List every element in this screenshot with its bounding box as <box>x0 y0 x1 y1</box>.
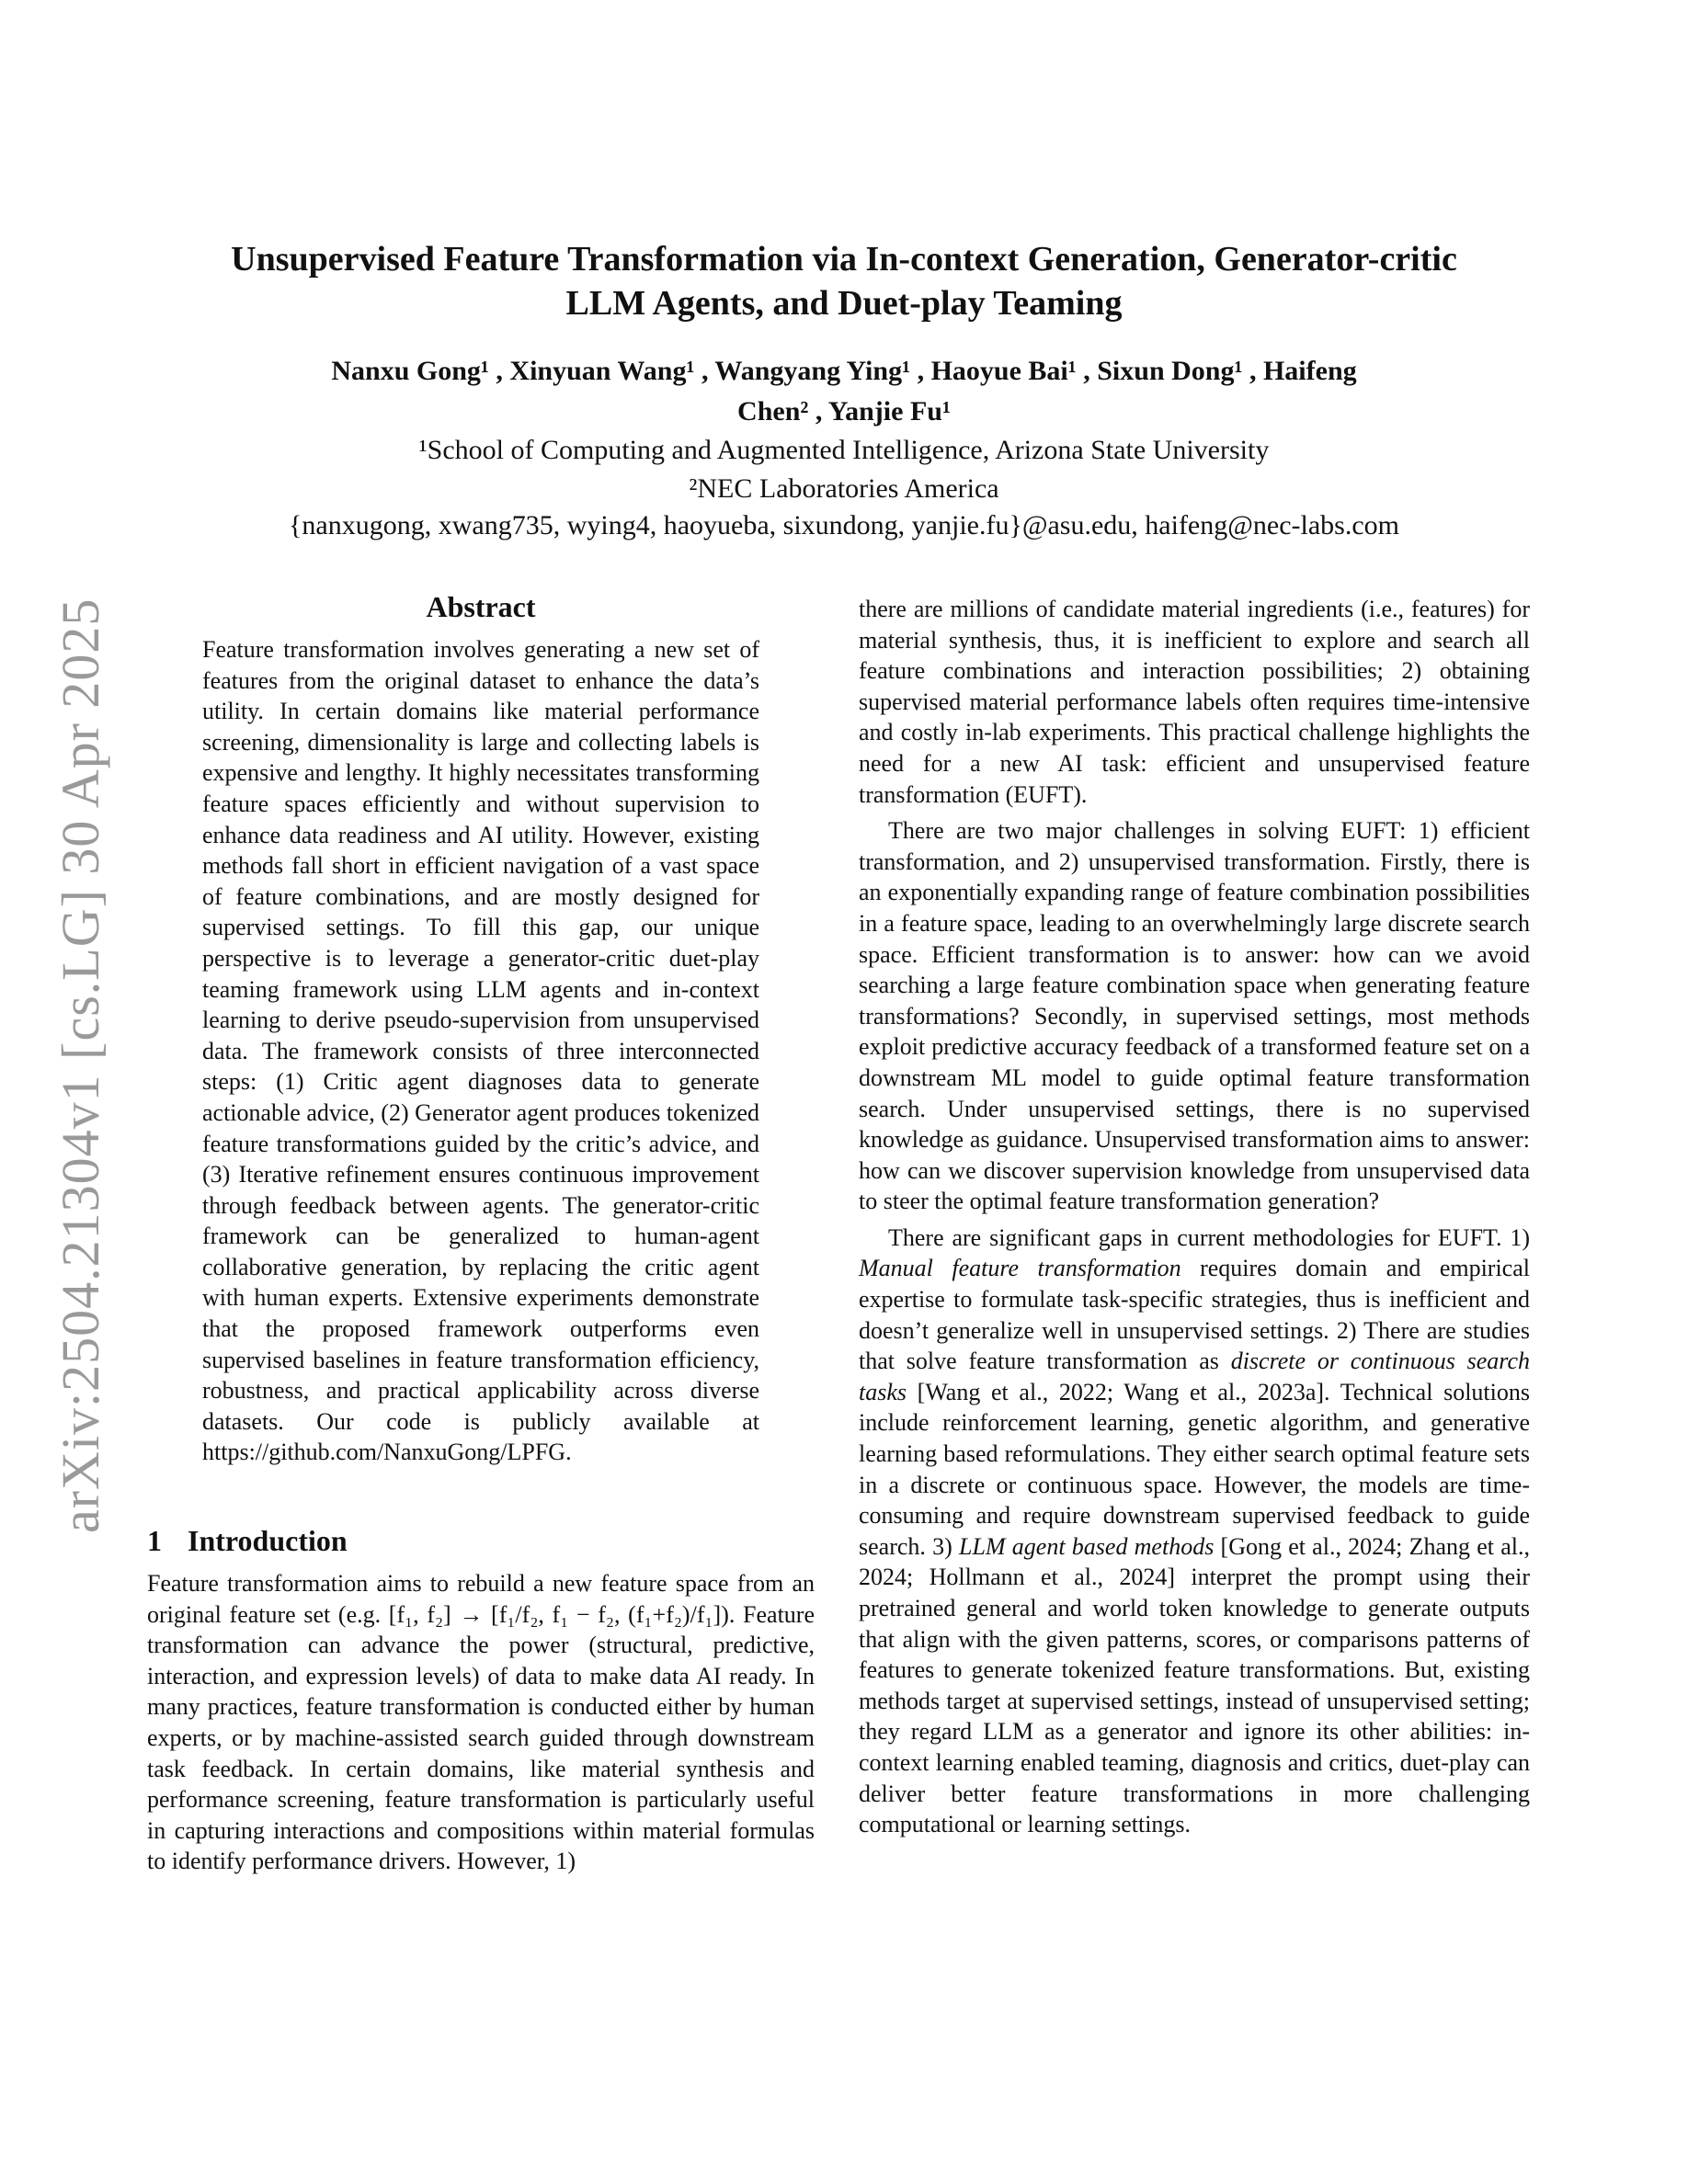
title-line-2: LLM Agents, and Duet-play Teaming <box>565 284 1123 323</box>
p3-text-b: requires domain and empirical expertise to formulate task-specific strategies, thus is inefficient and doesn’t generalize well in unsupervised settings. 2) There are studies that solve feature transformation as <box>859 1255 1530 1375</box>
section-heading-introduction <box>147 1522 348 1559</box>
right-column <box>859 594 1530 1840</box>
abstract-text: Feature transformation involves generating a new set of features from the original dataset to enhance the data’s utility. In certain domains like material performance screening, dimensionality is large and collecting labels is expensive and lengthy. It highly necessitates transforming feature spaces efficiently and without supervision to enhance data readiness and AI utility. However, existing methods fall short in efficient navigation of a vast space of feature combinations, and are mostly designed for supervised settings. To fill this gap, our unique perspective is to leverage a generator-critic duet-play teaming framework using LLM agents and in-context learning to derive pseudo-supervision from unsupervised data. The framework consists of three interconnected steps: (1) Critic agent diagnoses data to generate actionable advice, (2) Generator agent produces tokenized feature transformations guided by the critic’s advice, and (3) Iterative refinement ensures continuous improvement through feedback between agents. The generator-critic framework can be generalized to human-agent collaborative generation, by replacing the critic agent with human experts. Extensive experiments demonstrate that the proposed framework outperforms even supervised baselines in feature transformation efficiency, robustness, and practical applicability across diverse datasets. Our code is publicly available at https://github.com/NanxuGong/LPFG. <box>202 636 759 1466</box>
right-paragraph-1: there are millions of candidate material ingredients (i.e., features) for material synthesis, thus, it is inefficient to explore and search all feature combinations and interaction possibilities; 2) obtaining supervised material performance labels often requires time-intensive and costly in-lab experiments. This practical challenge highlights the need for a new AI task: efficient and unsupervised feature transformation (EUFT). <box>859 596 1530 808</box>
arxiv-watermark: arXiv:2504.21304v1 [cs.LG] 30 Apr 2025 <box>51 597 110 1533</box>
author-emails: {nanxugong, xwang735, wying4, haoyueba, sixundong, yanjie.fu}@asu.edu, haifeng@nec-labs.com <box>289 510 1399 540</box>
abstract-heading: Abstract <box>426 590 536 623</box>
affiliation-asu: ¹School of Computing and Augmented Intelligence, Arizona State University <box>418 435 1270 465</box>
authors-line-1: Nanxu Gong¹ , Xinyuan Wang¹ , Wangyang Ying¹ , Haoyue Bai¹ , Sixun Dong¹ , Haifeng <box>331 356 1357 386</box>
p3-text-a: There are significant gaps in current methodologies for EUFT. 1) <box>888 1223 1530 1251</box>
p3-emphasis-search: discrete or continuous search tasks <box>859 1348 1530 1405</box>
authors-line-2: Chen² , Yanjie Fu¹ <box>737 396 951 427</box>
p3-emphasis-manual: Manual feature transformation <box>859 1255 1181 1282</box>
affiliation-nec: ²NEC Laboratories America <box>689 473 999 504</box>
author-list <box>138 351 1550 432</box>
p3-text-d: [Gong et al., 2024; Zhang et al., 2024; Hollmann et al., 2024] interpret the prompt using their pretrained general and world token knowledge to generate outputs that align with the given patterns, scores, or comparisons patterns of features to generate tokenized feature transformations. But, existing methods target at supervised settings, instead of unsupervised setting; they regard LLM as a generator and ignore its other abilities: in-context learning enabled teaming, diagnosis and critics, duet-play can deliver better feature transformations in more challenging computational or learning settings. <box>859 1532 1530 1838</box>
right-paragraph-3 <box>859 1223 1530 1840</box>
introduction-body <box>147 1568 815 1877</box>
section-number: 1 <box>147 1524 162 1557</box>
section-title: Introduction <box>188 1524 348 1557</box>
right-paragraph-2: There are two major challenges in solving EUFT: 1) efficient transformation, and 2) unsupervised transformation. Firstly, there is an exponentially expanding range of feature combination possibilities in a feature space, leading to an overwhelmingly large discrete search space. Efficient transformation is to answer: how can we avoid searching a large feature combination space when generating feature transformations? Secondly, in supervised settings, most methods exploit predictive accuracy feedback of a transformed feature set on a downstream ML model to guide optimal feature transformation search. Under unsupervised settings, there is no supervised knowledge as guidance. Unsupervised transformation aims to answer: how can we discover supervision knowledge from unsupervised data to steer the optimal feature transformation generation? <box>859 817 1530 1215</box>
title-line-1: Unsupervised Feature Transformation via In-context Generation, Generator-critic <box>231 240 1457 279</box>
p3-emphasis-llm: LLM agent based methods <box>959 1532 1215 1560</box>
paper-title <box>120 237 1568 325</box>
p3-text-c: [Wang et al., 2022; Wang et al., 2023a]. Technical solutions include reinforcement learning, genetic algorithm, and generative learning based reformulations. They either search optimal feature sets in a discrete or continuous space. However, the models are time-consuming and require downstream supervised feedback to guide search. 3) <box>859 1378 1530 1560</box>
abstract-body <box>202 634 759 1468</box>
intro-paragraph-1: Feature transformation aims to rebuild a new feature space from an original feature set (e.g. [f₁, f₂] → [f₁/f₂, f₁ − f₂, (f₁+f₂)/f₁]). Feature transformation can advance the power (structural, predictive, interaction, and expression levels) of data to make data AI ready. In many practices, feature transformation is conducted either by human experts, or by machine-assisted search guided through downstream task feedback. In certain domains, like material synthesis and performance screening, feature transformation is particularly useful in capturing interactions and compositions within material formulas to identify performance drivers. However, 1) <box>147 1570 815 1875</box>
